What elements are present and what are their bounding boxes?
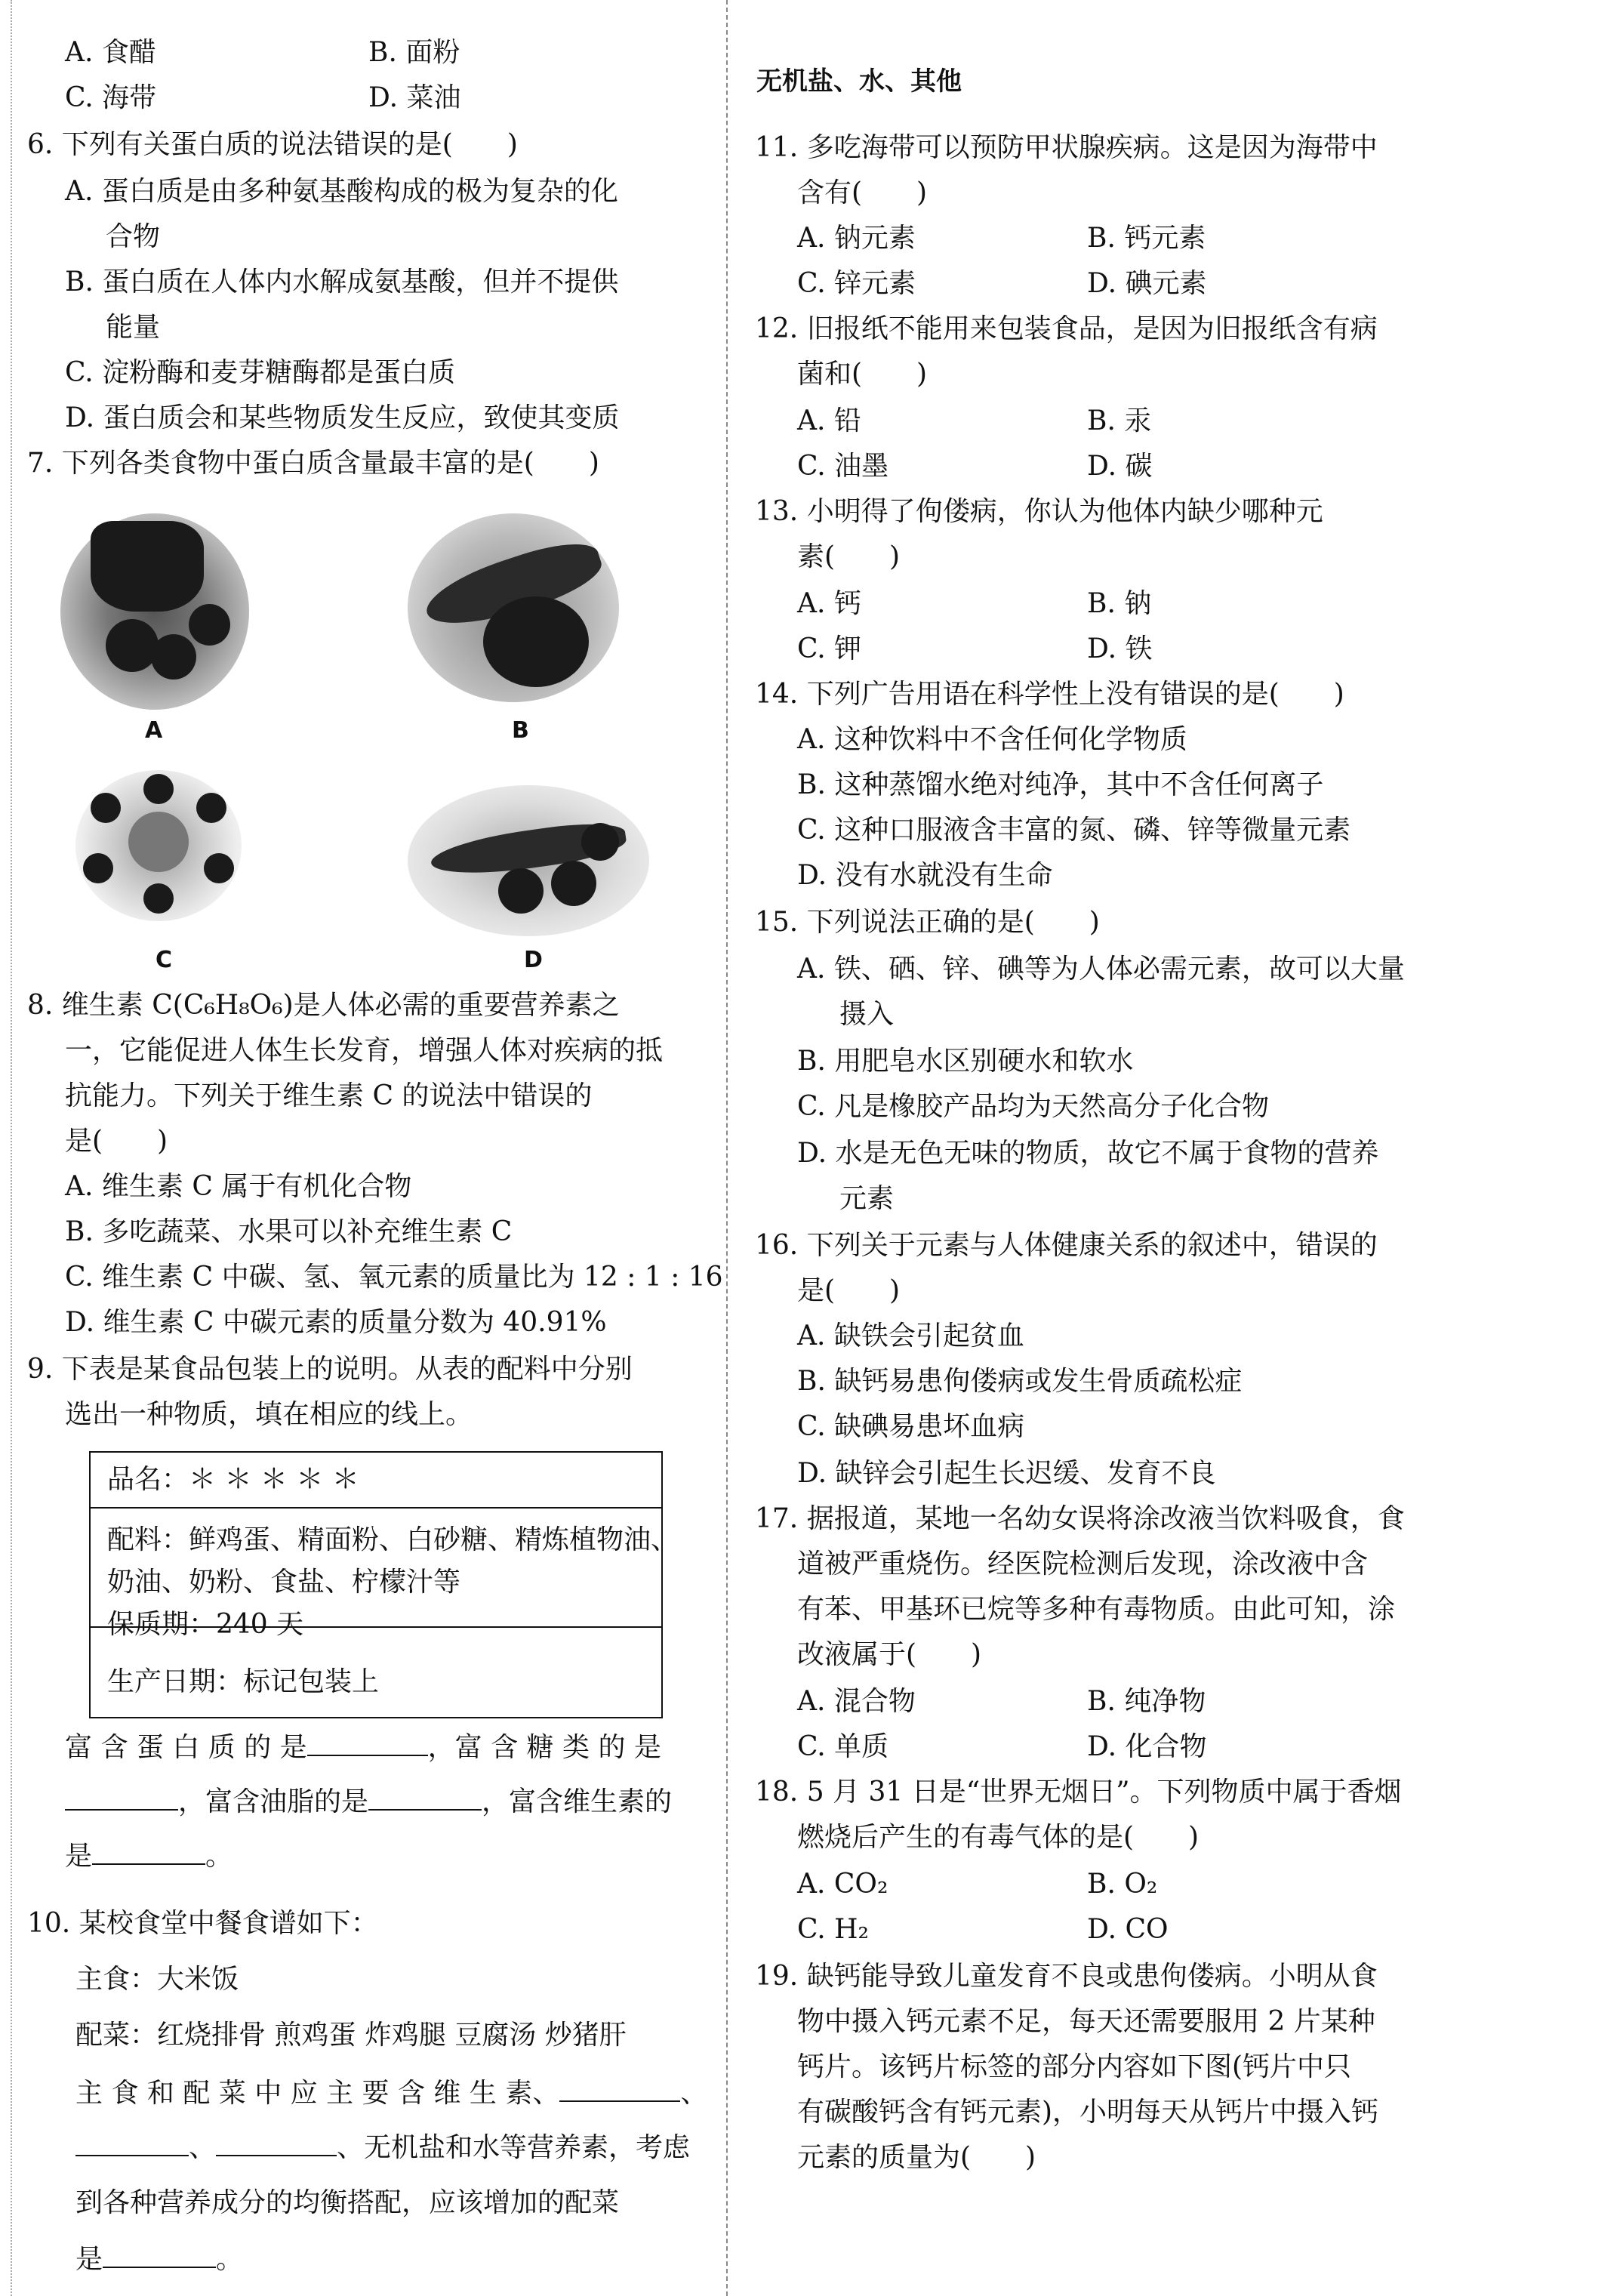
q13-stem-line2: 素( ) — [797, 541, 901, 572]
q12-stem-line2: 菌和( ) — [797, 359, 928, 390]
q14-stem: 14. 下列广告用语在科学性上没有错误的是( ) — [755, 679, 1344, 710]
q18-stem-line2: 燃烧后产生的有毒气体的是( ) — [797, 1822, 1200, 1853]
q8-stem-line3: 抗能力。下列关于维生素 C 的说法中错误的 — [65, 1080, 593, 1111]
q10-fill-rest: 、无机盐和水等营养素，考虑 — [337, 2132, 691, 2163]
q10-stem: 10. 某校食堂中餐食谱如下： — [27, 1908, 378, 1939]
q8-stem-line1: 8. 维生素 C(C₆H₈O₆)是人体必需的重要营养素之 — [27, 990, 620, 1021]
q16-option-b: B. 缺钙易患佝偻病或发生骨质疏松症 — [797, 1366, 1243, 1397]
column-divider — [726, 0, 728, 2296]
q8-option-b: B. 多吃蔬菜、水果可以补充维生素 C — [65, 1216, 513, 1247]
q5-option-b: B. 面粉 — [368, 37, 460, 68]
photo-label-a: A — [145, 717, 163, 744]
q18-stem-line1: 18. 5 月 31 日是“世界无烟日”。下列物质中属于香烟 — [755, 1777, 1402, 1808]
shelf-life: 保质期：240 天 — [107, 1609, 304, 1640]
q15-option-d-cont: 元素 — [839, 1183, 895, 1214]
food-photo-c — [75, 770, 242, 921]
q8-option-d: D. 维生素 C 中碳元素的质量分数为 40.91% — [65, 1307, 607, 1338]
q10-fill-label: 主 食 和 配 菜 中 应 主 要 含 维 生 素、 — [75, 2078, 560, 2109]
q17-stem-line4: 改液属于( ) — [797, 1639, 982, 1670]
q19-stem-line3: 钙片。该钙片标签的部分内容如下图(钙片中只 — [797, 2051, 1352, 2082]
q13-option-d: D. 铁 — [1087, 633, 1153, 664]
q14-option-d: D. 没有水就没有生命 — [797, 860, 1053, 891]
food-photo-d — [408, 785, 649, 936]
q19-stem-line2: 物中摄入钙元素不足，每天还需要服用 2 片某种 — [797, 2006, 1375, 2037]
q17-option-b: B. 纯净物 — [1087, 1686, 1206, 1717]
q9-stem-line1: 9. 下表是某食品包装上的说明。从表的配料中分别 — [27, 1354, 633, 1385]
q9-fill-protein-label: 富 含 蛋 白 质 的 是 — [65, 1732, 307, 1763]
q16-stem-line1: 16. 下列关于元素与人体健康关系的叙述中，错误的 — [755, 1230, 1378, 1261]
q16-option-c: C. 缺碘易患坏血病 — [797, 1411, 1025, 1442]
q9-fill-sugar-label: ，富 含 糖 类 的 是 — [427, 1732, 661, 1763]
q13-option-c: C. 钾 — [797, 633, 862, 664]
food-photo-a — [60, 513, 249, 710]
q17-option-d: D. 化合物 — [1087, 1731, 1207, 1762]
answer-blank-fat[interactable] — [368, 1783, 482, 1811]
q11-option-b: B. 钙元素 — [1087, 223, 1206, 254]
q12-stem-line1: 12. 旧报纸不能用来包装食品，是因为旧报纸含有病 — [755, 313, 1378, 344]
photo-label-b: B — [512, 717, 529, 744]
q19-stem-line5: 元素的质量为( ) — [797, 2142, 1036, 2173]
product-name: 品名：＊ ＊ ＊ ＊ ＊ — [107, 1464, 359, 1495]
q17-stem-line2: 道被严重烧伤。经医院检测后发现，涂改液中含 — [797, 1549, 1369, 1579]
q19-stem-line4: 有碳酸钙含有钙元素)，小明每天从钙片中摄入钙 — [797, 2097, 1379, 2128]
q6-option-c: C. 淀粉酶和麦芽糖酶都是蛋白质 — [65, 357, 456, 388]
q15-option-a: A. 铁、硒、锌、碘等为人体必需元素，故可以大量 — [797, 954, 1405, 985]
q11-option-a: A. 钠元素 — [797, 223, 916, 254]
answer-blank-nutrient1[interactable] — [559, 2075, 680, 2102]
q19-stem-line1: 19. 缺钙能导致儿童发育不良或患佝偻病。小明从食 — [755, 1961, 1378, 1992]
answer-blank-vitamin[interactable] — [92, 1838, 205, 1865]
q10-sep2: 、 — [189, 2132, 217, 2163]
ingredients-line2: 奶油、奶粉、食盐、柠檬汁等 — [107, 1567, 461, 1598]
q5-option-d: D. 菜油 — [368, 82, 461, 113]
q12-option-c: C. 油墨 — [797, 451, 889, 482]
q18-option-c: C. H₂ — [797, 1914, 869, 1945]
q9-fill-line3 — [65, 1838, 233, 1875]
q5-option-a: A. 食醋 — [65, 37, 156, 68]
q16-stem-line2: 是( ) — [797, 1275, 901, 1306]
answer-blank-protein[interactable] — [307, 1729, 428, 1756]
q13-stem-line1: 13. 小明得了佝偻病，你认为他体内缺少哪种元 — [755, 496, 1323, 527]
q15-option-c: C. 凡是橡胶产品均为天然高分子化合物 — [797, 1091, 1270, 1122]
q6-option-d: D. 蛋白质会和某些物质发生反应，致使其变质 — [65, 402, 620, 433]
section-heading: 无机盐、水、其他 — [756, 66, 962, 97]
q18-option-b: B. O₂ — [1087, 1869, 1158, 1900]
q11-stem-line1: 11. 多吃海带可以预防甲状腺疾病。这是因为海带中 — [755, 132, 1378, 163]
q15-option-a-cont: 摄入 — [839, 999, 895, 1030]
q9-fill-line2 — [65, 1783, 672, 1820]
q13-option-b: B. 钠 — [1087, 588, 1152, 619]
q14-option-a: A. 这种饮料中不含任何化学物质 — [797, 724, 1187, 755]
q11-option-c: C. 锌元素 — [797, 268, 916, 299]
q6-option-b-cont: 能量 — [106, 312, 161, 343]
q6-option-b: B. 蛋白质在人体内水解成氨基酸，但并不提供 — [65, 267, 619, 297]
photo-label-c: C — [156, 947, 173, 973]
q10-fill-line2 — [75, 2129, 690, 2166]
q9-fill-vitamin-prefix: 是 — [65, 1841, 93, 1872]
q5-option-c: C. 海带 — [65, 82, 157, 113]
q16-option-d: D. 缺锌会引起生长迟缓、发育不良 — [797, 1458, 1216, 1489]
q10-sep1: 、 — [680, 2078, 708, 2109]
ingredients-table — [89, 1451, 679, 1718]
q6-option-a: A. 蛋白质是由多种氨基酸构成的极为复杂的化 — [65, 176, 618, 207]
q9-fill-line1 — [65, 1729, 661, 1766]
q17-option-c: C. 单质 — [797, 1731, 889, 1762]
q15-option-b: B. 用肥皂水区别硬水和软水 — [797, 1046, 1134, 1077]
q6-stem: 6. 下列有关蛋白质的说法错误的是( ) — [27, 129, 518, 160]
q8-stem-line4: 是( ) — [65, 1126, 168, 1157]
q8-option-a: A. 维生素 C 属于有机化合物 — [65, 1171, 412, 1202]
answer-blank-nutrient3[interactable] — [216, 2129, 337, 2156]
q10-main-dish: 主食：大米饭 — [75, 1964, 239, 1995]
q12-option-a: A. 铅 — [797, 405, 861, 436]
photo-label-d: D — [524, 947, 543, 973]
q18-option-a: A. CO₂ — [797, 1869, 888, 1900]
q13-option-a: A. 钙 — [797, 588, 861, 619]
q17-stem-line3: 有苯、甲基环已烷等多种有毒物质。由此可知，涂 — [797, 1594, 1396, 1625]
q18-option-d: D. CO — [1087, 1914, 1169, 1945]
q8-option-c: C. 维生素 C 中碳、氢、氧元素的质量比为 12 : 1 : 16 — [65, 1262, 723, 1293]
q9-fill-fat-label: ，富含油脂的是 — [178, 1786, 369, 1817]
q10-fill-prefix: 是 — [75, 2244, 103, 2275]
q9-stem-line2: 选出一种物质，填在相应的线上。 — [65, 1399, 473, 1430]
answer-blank-nutrient2[interactable] — [75, 2129, 189, 2156]
food-photo-b — [408, 513, 619, 702]
q10-fill-line1 — [75, 2075, 707, 2112]
q6-option-a-cont: 合物 — [106, 221, 161, 252]
ingredients-line1: 配料：鲜鸡蛋、精面粉、白砂糖、精炼植物油、 — [107, 1524, 679, 1555]
answer-blank-sugar[interactable] — [65, 1783, 178, 1811]
q9-fill-end: 。 — [205, 1841, 233, 1872]
page-edge — [11, 0, 12, 2296]
q14-option-c: C. 这种口服液含丰富的氮、磷、锌等微量元素 — [797, 815, 1351, 846]
q16-option-a: A. 缺铁会引起贫血 — [797, 1321, 1024, 1351]
answer-blank-dish[interactable] — [103, 2241, 216, 2268]
q9-fill-vitamin-label: ，富含维生素的 — [482, 1786, 673, 1817]
q7-stem: 7. 下列各类食物中蛋白质含量最丰富的是( ) — [27, 448, 599, 479]
q10-line3: 到各种营养成分的均衡搭配，应该增加的配菜 — [75, 2187, 620, 2218]
q15-stem: 15. 下列说法正确的是( ) — [755, 907, 1100, 938]
q15-option-d: D. 水是无色无味的物质，故它不属于食物的营养 — [797, 1138, 1379, 1169]
q17-stem-line1: 17. 据报道，某地一名幼女误将涂改液当饮料吸食，食 — [755, 1503, 1405, 1534]
q8-stem-line2: 一，它能促进人体生长发育，增强人体对疾病的抵 — [65, 1035, 664, 1066]
q14-option-b: B. 这种蒸馏水绝对纯净，其中不含任何离子 — [797, 769, 1324, 800]
q10-fill-end: 。 — [216, 2244, 244, 2275]
q10-side-dishes: 配菜：红烧排骨 煎鸡蛋 炸鸡腿 豆腐汤 炒猪肝 — [75, 2020, 627, 2051]
q11-option-d: D. 碘元素 — [1087, 268, 1207, 299]
q12-option-b: B. 汞 — [1087, 405, 1152, 436]
q10-fill-line4 — [75, 2241, 243, 2278]
q17-option-a: A. 混合物 — [797, 1686, 916, 1717]
q12-option-d: D. 碳 — [1087, 451, 1153, 482]
production-date: 生产日期：标记包装上 — [107, 1666, 380, 1697]
q11-stem-line2: 含有( ) — [797, 177, 928, 208]
